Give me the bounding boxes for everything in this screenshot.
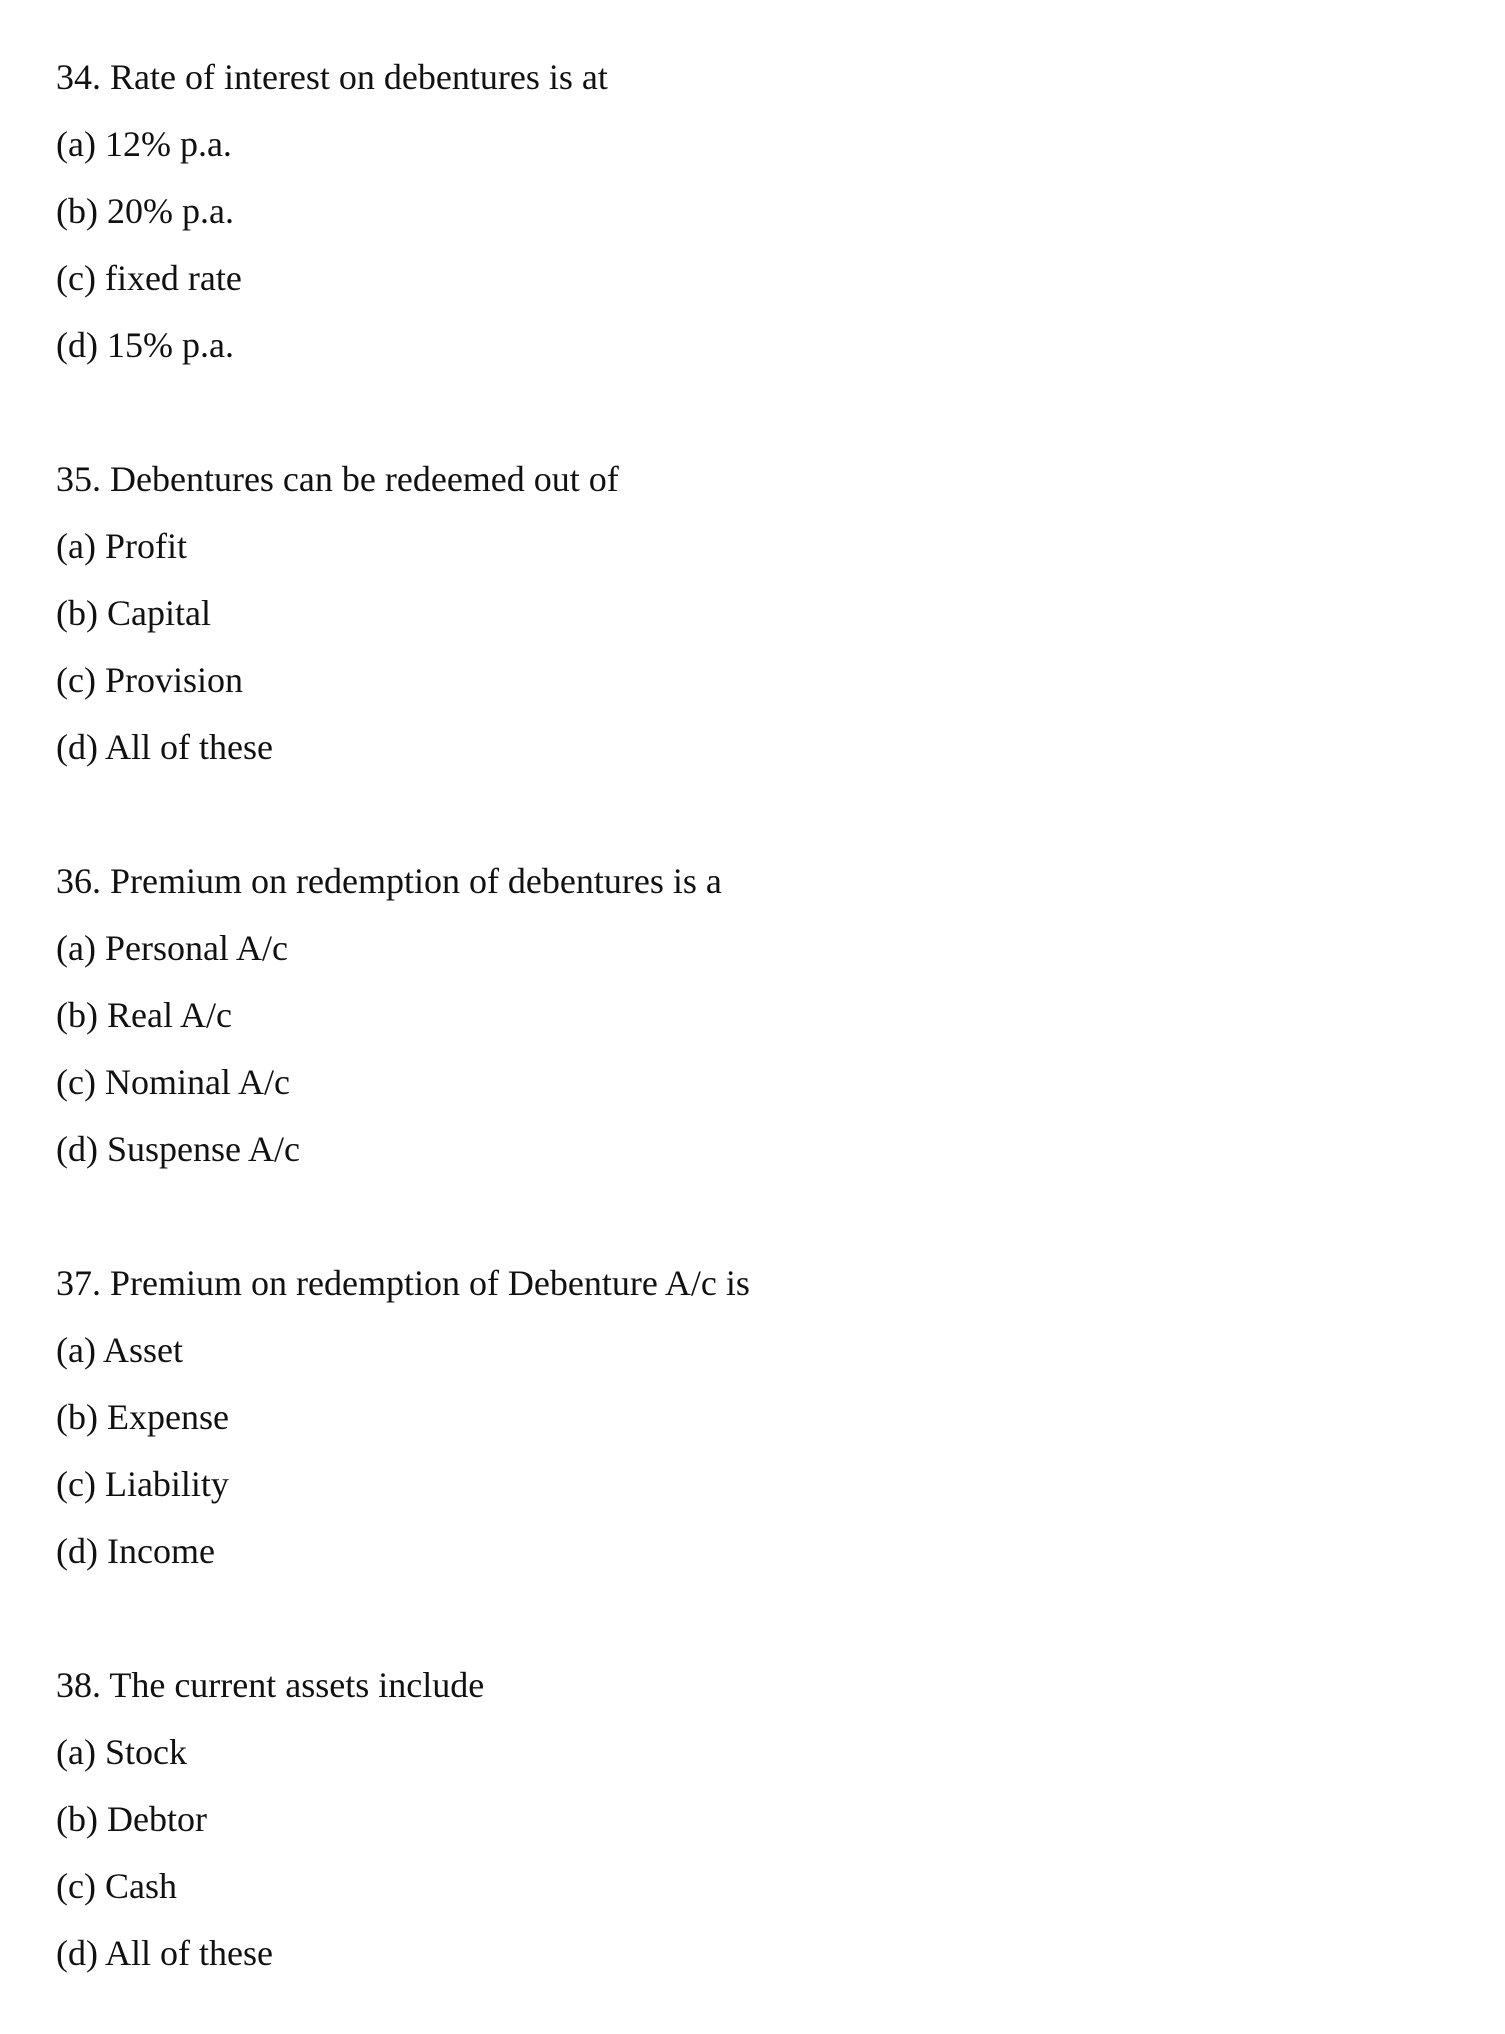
- question-36: [56, 840, 1456, 1175]
- option-a: [56, 1711, 1456, 1778]
- option-c-text: (c) Nominal A/c: [56, 1062, 290, 1102]
- option-c: [56, 639, 1456, 706]
- option-b-text: (b) 20% p.a.: [56, 191, 234, 231]
- option-d-text: (d) Income: [56, 1531, 215, 1571]
- option-c-text: (c) Provision: [56, 660, 243, 700]
- option-d: [56, 304, 1456, 371]
- option-c: [56, 1443, 1456, 1510]
- option-c-text: (c) Cash: [56, 1866, 177, 1906]
- option-b: [56, 974, 1456, 1041]
- option-d-text: (d) All of these: [56, 727, 273, 767]
- question-37: [56, 1242, 1456, 1577]
- option-a-text: (a) Profit: [56, 526, 187, 566]
- question-35-text: 35. Debentures can be redeemed out of: [56, 459, 619, 499]
- option-a-text: (a) Stock: [56, 1732, 187, 1772]
- option-c-text: (c) fixed rate: [56, 258, 242, 298]
- option-d-text: (d) All of these: [56, 1933, 273, 1973]
- option-b: [56, 170, 1456, 237]
- option-a: [56, 505, 1456, 572]
- option-c: [56, 237, 1456, 304]
- question-text: [56, 1644, 1456, 1711]
- option-b: [56, 1376, 1456, 1443]
- question-text: [56, 36, 1456, 103]
- option-b-text: (b) Real A/c: [56, 995, 232, 1035]
- question-text: [56, 840, 1456, 907]
- question-34: [56, 36, 1456, 371]
- question-38: [56, 1644, 1456, 1979]
- question-37-text: 37. Premium on redemption of Debenture A/c is: [56, 1263, 750, 1303]
- option-d: [56, 1912, 1456, 1979]
- option-c: [56, 1041, 1456, 1108]
- option-a: [56, 1309, 1456, 1376]
- option-b-text: (b) Expense: [56, 1397, 229, 1437]
- option-d-text: (d) Suspense A/c: [56, 1129, 300, 1169]
- option-a: [56, 907, 1456, 974]
- option-b-text: (b) Debtor: [56, 1799, 207, 1839]
- option-a-text: (a) Personal A/c: [56, 928, 288, 968]
- option-a-text: (a) 12% p.a.: [56, 124, 232, 164]
- question-34-text: 34. Rate of interest on debentures is at: [56, 57, 608, 97]
- question-35: [56, 438, 1456, 773]
- option-a-text: (a) Asset: [56, 1330, 183, 1370]
- option-d: [56, 706, 1456, 773]
- option-b-text: (b) Capital: [56, 593, 211, 633]
- option-d: [56, 1510, 1456, 1577]
- question-38-text: 38. The current assets include: [56, 1665, 485, 1705]
- option-a: [56, 103, 1456, 170]
- question-text: [56, 438, 1456, 505]
- option-b: [56, 572, 1456, 639]
- option-c-text: (c) Liability: [56, 1464, 229, 1504]
- question-36-text: 36. Premium on redemption of debentures is a: [56, 861, 722, 901]
- option-c: [56, 1845, 1456, 1912]
- option-d: [56, 1108, 1456, 1175]
- question-text: [56, 1242, 1456, 1309]
- option-b: [56, 1778, 1456, 1845]
- option-d-text: (d) 15% p.a.: [56, 325, 234, 365]
